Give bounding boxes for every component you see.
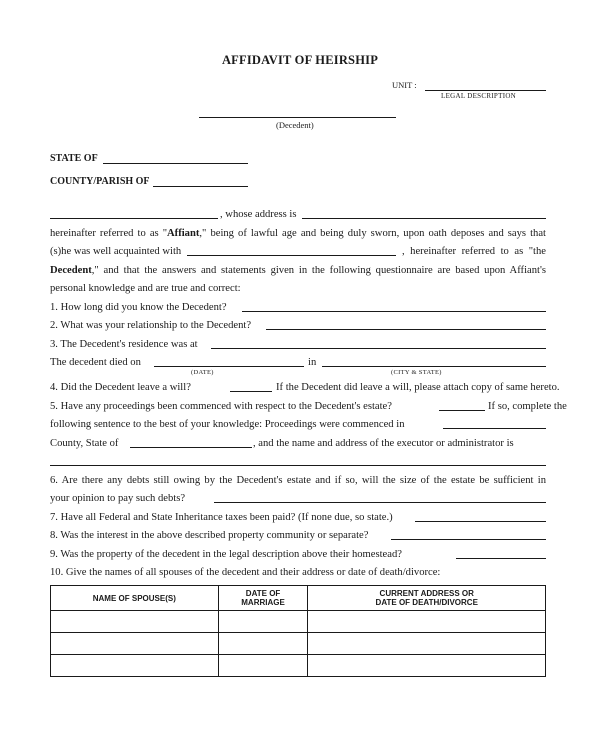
county-parish-field[interactable]	[153, 186, 248, 187]
question-4: 4. Did the Decedent leave a will? If the Decedent did leave a will, please attach copy of same hereto.	[50, 382, 560, 393]
document-title: AFFIDAVIT OF HEIRSHIP	[221, 53, 379, 67]
q3-residence-field[interactable]	[211, 348, 546, 349]
question-10: 10. Give the names of all spouses of the decedent and their address or date of death/divorce:	[50, 567, 441, 578]
question-2: 2. What was your relationship to the Decedent?	[50, 319, 546, 333]
affiant-address-field[interactable]	[302, 218, 546, 219]
q7-answer-field[interactable]	[415, 521, 546, 522]
death-date-field[interactable]	[154, 366, 304, 367]
unit-label: UNIT :	[392, 80, 417, 90]
question-7: 7. Have all Federal and State Inheritance taxes been paid? (If none due, so state.)	[50, 511, 546, 525]
table-row	[51, 655, 546, 677]
question-3-death: The decedent died on in	[50, 356, 546, 370]
spouse-table-header	[51, 586, 546, 611]
marriage-date-cell[interactable]	[218, 611, 308, 633]
q2-answer-field[interactable]	[266, 329, 546, 330]
intro-line-2: hereinafter referred to as "Affiant," being of lawful age and being duly sworn, upon oath deposes and says that	[50, 228, 546, 239]
question-5-line-2: following sentence to the best of your knowledge: Proceedings were commenced in	[50, 418, 546, 432]
state-field[interactable]	[103, 163, 248, 164]
q5-proceedings-field[interactable]	[439, 410, 485, 411]
date-caption: (DATE)	[191, 369, 214, 376]
spouse-name-cell[interactable]	[51, 655, 219, 677]
question-8: 8. Was the interest in the above described property community or separate?	[50, 529, 546, 543]
marriage-date-cell[interactable]	[218, 633, 308, 655]
q9-answer-field[interactable]	[456, 558, 546, 559]
question-1: 1. How long did you know the Decedent?	[50, 301, 546, 315]
marriage-date-cell[interactable]	[218, 655, 308, 677]
question-9: 9. Was the property of the decedent in the legal description above their homestead?	[50, 548, 546, 562]
state-label: STATE OF	[50, 153, 98, 164]
question-3: 3. The Decedent's residence was at	[50, 338, 546, 352]
question-5: 5. Have any proceedings been commenced with respect to the Decedent's estate? If so, complete the	[50, 401, 567, 412]
question-6: 6. Are there any debts still owing by the Decedent's estate and if so, will the size of the estate be sufficient in	[50, 475, 546, 486]
decedent-caption: (Decedent)	[276, 120, 314, 130]
question-6-line-2: your opinion to pay such debts?	[50, 492, 546, 506]
q6-answer-field[interactable]	[214, 502, 546, 503]
table-row	[51, 611, 546, 633]
affiant-term: Affiant	[167, 228, 200, 239]
q8-answer-field[interactable]	[391, 539, 546, 540]
question-5-line-3: County, State of , and the name and address of the executor or administrator is	[50, 438, 514, 449]
col-address-or-death: CURRENT ADDRESS OR DATE OF DEATH/DIVORCE	[308, 586, 546, 611]
unit-field[interactable]	[425, 90, 546, 91]
q4-will-field[interactable]	[230, 391, 272, 392]
intro-line-3: (s)he was well acquainted with , hereinafter referred to as "the	[50, 246, 546, 257]
intro-line-4: Decedent," and that the answers and statements given in the following questionnaire are based upon Affiant's	[50, 265, 546, 276]
spouse-name-cell[interactable]	[51, 633, 219, 655]
address-cell[interactable]	[308, 633, 546, 655]
death-place-field[interactable]	[322, 366, 546, 367]
q5-executor-field[interactable]	[50, 465, 546, 466]
legal-description-caption: LEGAL DESCRIPTION	[441, 92, 517, 100]
acquainted-with-field[interactable]	[187, 255, 396, 256]
intro-line-5: personal knowledge and are true and correct:	[50, 283, 241, 294]
spouse-table	[50, 585, 546, 677]
col-name-of-spouse: NAME OF SPOUSE(S)	[51, 586, 219, 611]
affiant-name-field[interactable]	[50, 218, 218, 219]
address-cell[interactable]	[308, 655, 546, 677]
q5-commenced-in-field[interactable]	[443, 428, 546, 429]
q5-state-field[interactable]	[130, 447, 252, 448]
city-state-caption: (CITY & STATE)	[391, 369, 442, 376]
county-parish-label: COUNTY/PARISH OF	[50, 176, 150, 187]
q1-answer-field[interactable]	[242, 311, 546, 312]
address-cell[interactable]	[308, 611, 546, 633]
decedent-name-field[interactable]	[199, 117, 396, 118]
table-row	[51, 633, 546, 655]
decedent-term: Decedent	[50, 265, 92, 276]
spouse-name-cell[interactable]	[51, 611, 219, 633]
intro-line-1: , whose address is	[50, 208, 546, 222]
col-date-of-marriage: DATE OF MARRIAGE	[218, 586, 308, 611]
